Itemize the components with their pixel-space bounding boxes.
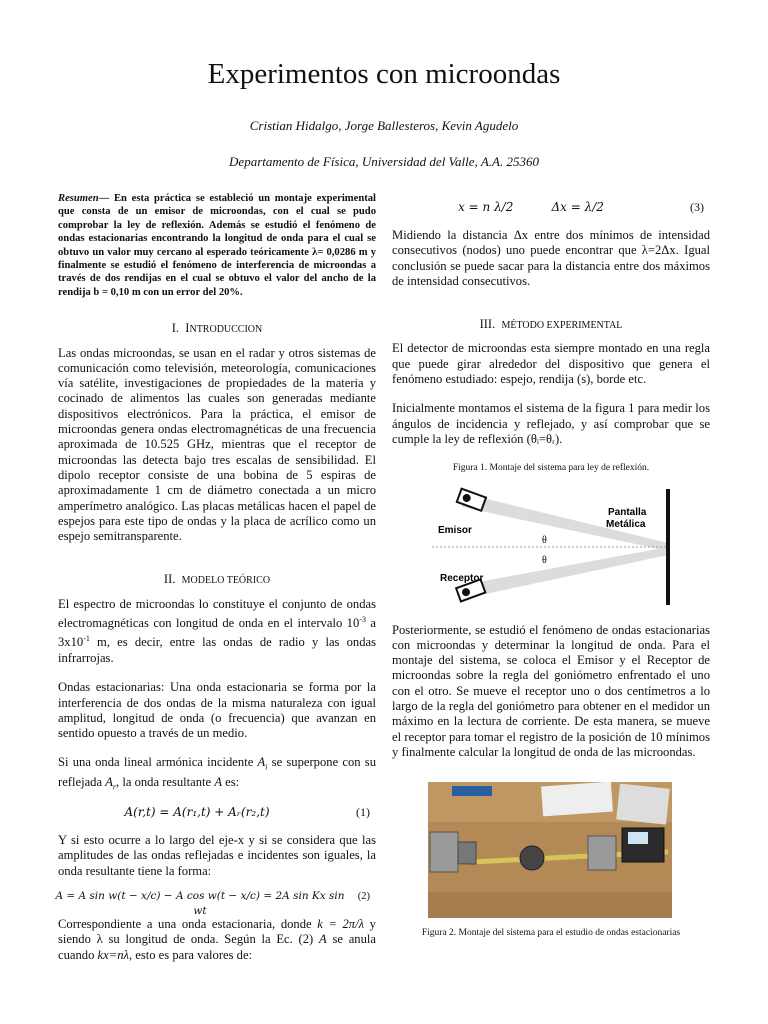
section-heading-modelo: II. MODELO TEÓRICO	[163, 572, 271, 587]
equation-1: A(r,t) = A(r₁,t) + Aᵣ(r₂,t) (1)	[124, 805, 370, 820]
figure-2-caption: Figura 2. Montaje del sistema para el estudio de ondas estacionarias	[421, 928, 681, 939]
receiver-device	[588, 836, 616, 870]
paper-title: Experimentos con microondas	[207, 58, 561, 90]
left-column	[55, 192, 376, 963]
metalica-label: Metálica	[606, 518, 646, 530]
standing-wave-photo	[392, 782, 710, 918]
abstract-text: En esta práctica se estableció un montaje experimental que consta de un emisor de microondas, con el cual se pudo comprobar la ley de reflexión. Además se estudió el fenómeno de ondas estacionarias encontrando la longitud de onda para el cual se obtuvo un valor muy cercano al esperado teóricamente λ= 0,0286 m y finalmente se estudió el fenómeno de interferencia de microondas a través de dos rendijas en el cual se obtuvo el valor del ancho de la rendija b = 0,10 m con un error del 20%.	[58, 193, 376, 298]
abstract-label: Resumen—	[58, 193, 110, 204]
affiliation: Departamento de Física, Universidad del Valle, A.A. 25360	[229, 154, 539, 169]
equation-2: A = A sin w(t − x/c) − A cos w(t − x/c) = 2A sin Kx sin wt (2)	[55, 889, 370, 918]
pantalla-label: Pantalla	[608, 506, 647, 518]
method-paragraph-1: El detector de microondas esta siempre montado en una regla que puede girar alrededor del dispositivo que genera el fenómeno estudiado: espejo, rendija (s), borde etc.	[392, 341, 710, 387]
theory-paragraph-4: Y si esto ocurre a lo largo del eje-x y si se considera que las amplitudes de las ondas reflejadas e incidentes son iguales, la onda resultante tiene la forma:	[58, 833, 376, 878]
receptor-label: Receptor	[440, 572, 484, 584]
theory-paragraph-2: Ondas estacionarias: Una onda estacionaria se forma por la interferencia de dos ondas de la misma naturaleza con igual amplitud, longitud de onda (o frecuencia) que avanzan en sentido opuesto a través de un medio.	[58, 680, 376, 741]
method-paragraph-2: Inicialmente montamos el sistema de la figura 1 para medir los ángulos de incidencia y reflejado, y así comprobar que se cumple la ley de reflexión (θᵢ=θᵣ).	[392, 401, 710, 446]
pen-case	[452, 786, 492, 796]
theory-paragraph-5: Correspondiente a una onda estacionaria, donde k = 2π/λ y siendo λ su longitud de onda. Según la Ec. (2) A se anula cuando kx=nλ, esto es para valores de:	[58, 916, 376, 962]
theory-paragraph-1: El espectro de microondas lo constituye el conjunto de ondas electromagnéticas con longitud de onda en el intervalo $10^{-3}$ a $3x10^{-1}$ m, es decir, entre las ondas de radio y las ondas infrarrojas.	[58, 596, 376, 665]
reflection-diagram	[392, 485, 710, 609]
section-heading-metodo: III. MÉTODO EXPERIMENTAL	[479, 317, 623, 332]
theory-paragraph-3: Si una onda lineal armónica incidente $A_i$ se superpone con su reflejada $A_r$, la onda resultante A es:	[58, 755, 376, 792]
metal-screen	[666, 489, 670, 605]
figure-1-diagram	[392, 485, 710, 609]
right-column	[392, 198, 710, 942]
abstract	[58, 192, 376, 299]
emitter-device	[430, 832, 458, 872]
emisor-label: Emisor	[438, 524, 472, 536]
emitter-icon	[457, 488, 486, 510]
theta-incident: θ	[542, 534, 547, 546]
section-heading-introduccion: I. INTRODUCCION	[171, 321, 263, 336]
method-paragraph-3: Posteriormente, se estudió el fenómeno de ondas estacionarias con microondas y determinar la longitud de onda. Para el montaje del sistema, se coloca el Emisor y el Receptor de microondas sobre la regla del goniómetro enfrentado el uno con el otro. Se mueve el receptor uno o dos centímetros a lo largo de la regla del goniómetro para obtener en el medidor un máximo en la lectura de corriente. De esta manera, se mueve el receptor para tomar el registro de la posición de 10 mínimos y finalmente calcular la longitud de onda de las microondas.	[392, 622, 710, 759]
equation-3: x = n λ/2 Δx = λ/2 (3)	[458, 200, 704, 214]
nodes-paragraph: Midiendo la distancia Δx entre dos mínimos de intensidad consecutivos (nodos) uno puede encontrar que λ=2Δx. Igual conclusión se puede sacar para la distancia entre dos máximos de intensidad consecutivos.	[392, 228, 710, 288]
authors: Cristian Hidalgo, Jorge Ballesteros, Kevin Agudelo	[249, 118, 519, 133]
figure-2-photo	[392, 782, 710, 918]
goniometer-center	[520, 846, 544, 870]
intro-paragraph: Las ondas microondas, se usan en el radar y otros sistemas de comunicación como televisión, meteorología, comunicaciones vía satélite, investigaciones de propiedades de la materia y cocinado de alimentos las cuales son generadas mediante dispositivos electrónicos. Para la práctica, el emisor de microondas genera ondas electromagnéticas de una frecuencia aproximada de 10.525 GHz, mientras que el receptor de microondas las detecta bajo tres escalas de sensibilidad. El dipolo receptor consiste de una bobina de 5 espiras de aproximadamente 1 cm de diámetro conectada a un micro amperímetro analógico. Las placas metálicas hacen el papel de espejos para este tipo de ondas y la placa de acrílico como un espejo semitransparente.	[58, 345, 376, 544]
theta-reflected: θ	[542, 554, 547, 566]
reflected-beam	[462, 547, 668, 599]
paper-sheet	[541, 782, 613, 816]
figure-1-caption: Figura 1. Montaje del sistema para ley de reflexión.	[452, 463, 650, 474]
notebook	[616, 784, 669, 825]
